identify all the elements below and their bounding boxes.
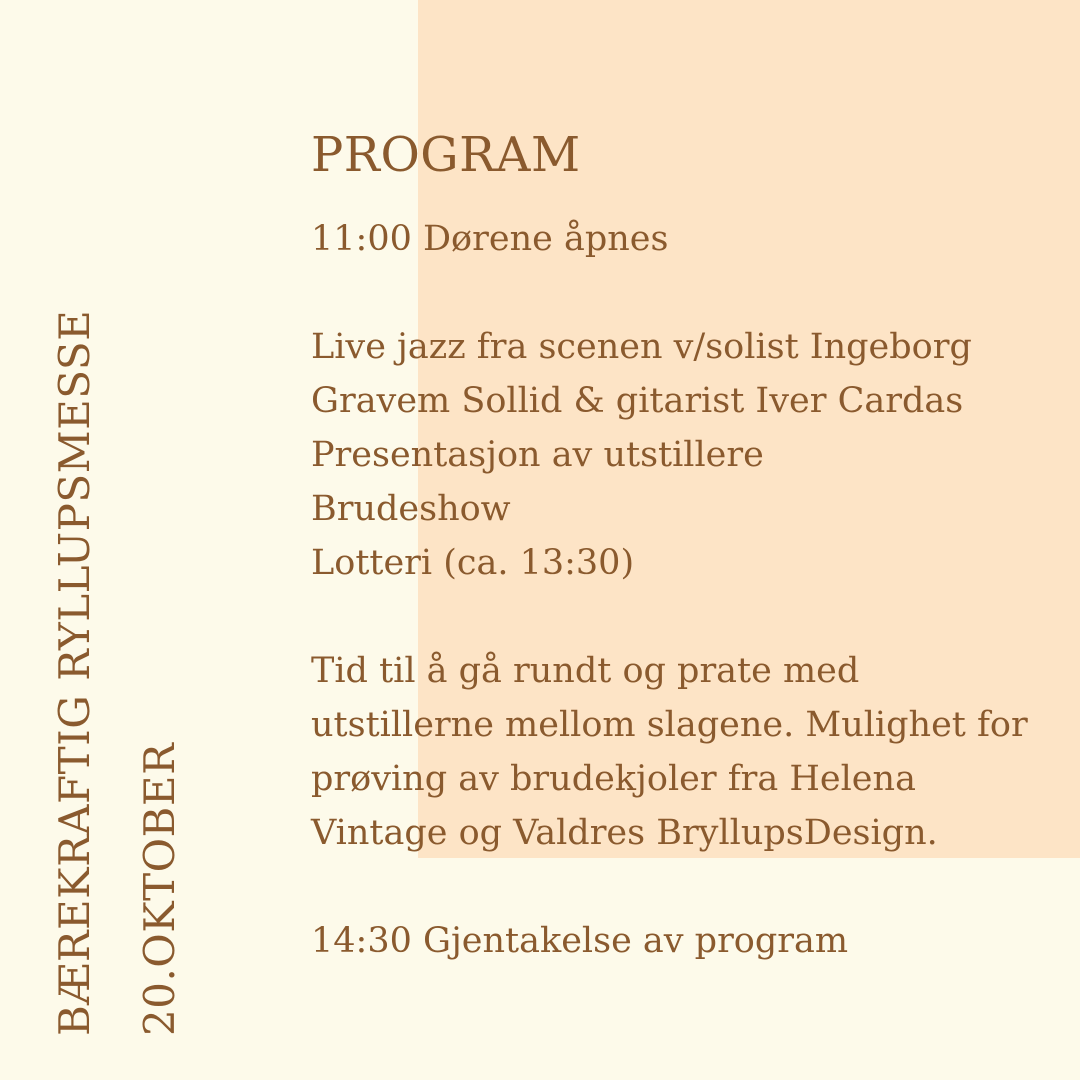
- program-content: [311, 126, 1051, 968]
- description-line: utstillerne mellom slagene. Mulighet for: [311, 705, 1028, 745]
- program-item: Brudeshow: [311, 489, 511, 529]
- spacer: [311, 266, 1051, 320]
- spacer: [311, 860, 1051, 914]
- program-item: Gravem Sollid & gitarist Iver Cardas: [311, 381, 964, 421]
- description-line: prøving av brudekjoler fra Helena: [311, 759, 916, 799]
- description-line: Vintage og Valdres BryllupsDesign.: [311, 813, 938, 853]
- description-line: Tid til å gå rundt og prate med: [311, 651, 860, 691]
- event-date: 20.OKTOBER: [135, 742, 184, 1036]
- program-item: Presentasjon av utstillere: [311, 435, 764, 475]
- program-title: PROGRAM: [311, 127, 581, 183]
- opening-time: 11:00 Dørene åpnes: [311, 219, 669, 259]
- spacer: [311, 590, 1051, 644]
- event-name: BÆREKRAFTIG RYLLUPSMESSE: [50, 309, 99, 1036]
- repeat-time: 14:30 Gjentakelse av program: [311, 921, 849, 961]
- program-item: Live jazz fra scenen v/solist Ingeborg: [311, 327, 972, 367]
- program-item: Lotteri (ca. 13:30): [311, 543, 635, 583]
